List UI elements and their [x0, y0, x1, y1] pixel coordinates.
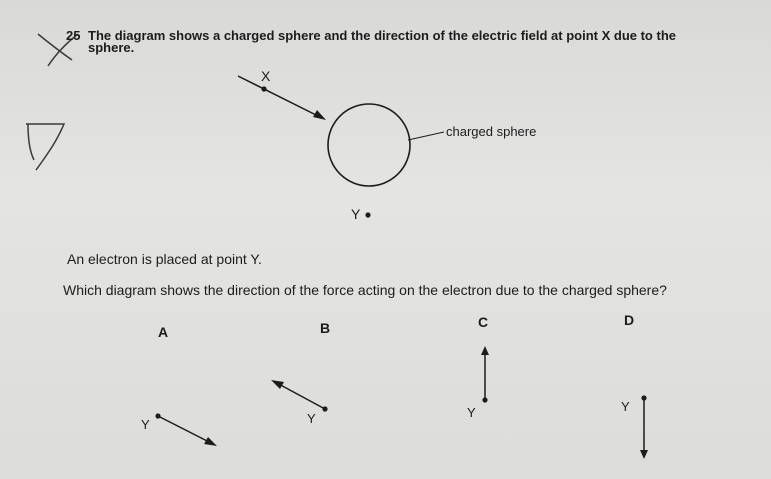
- option-a-point-label: Y: [141, 417, 150, 432]
- question-text-line2: sphere.: [88, 40, 135, 55]
- sphere-label-leader: [408, 132, 444, 140]
- point-x-label: X: [261, 68, 271, 84]
- prompt-text: Which diagram shows the direction of the force acting on the electron due to the charged sphere?: [63, 282, 667, 298]
- option-a-letter: A: [158, 324, 169, 340]
- question-text-line1: The diagram shows a charged sphere and the direction of the electric field at point X due to the: [88, 28, 676, 43]
- option-b-arrow: [275, 382, 325, 409]
- option-a-arrowhead: [204, 437, 217, 446]
- option-d-letter: D: [624, 312, 635, 328]
- field-line: [238, 76, 322, 118]
- field-arrowhead: [313, 110, 326, 120]
- point-y-label: Y: [351, 206, 361, 222]
- option-c-letter: C: [478, 314, 489, 330]
- charged-sphere: [328, 104, 410, 186]
- option-b-point-label: Y: [307, 411, 316, 426]
- option-c-arrowhead: [481, 346, 489, 355]
- option-d-arrowhead: [640, 450, 648, 459]
- statement-text: An electron is placed at point Y.: [67, 251, 262, 267]
- option-d-point-label: Y: [621, 399, 630, 414]
- sphere-label: charged sphere: [446, 124, 537, 139]
- option-b-arrowhead: [271, 380, 284, 389]
- question-number: 25: [66, 28, 81, 43]
- option-c-point-label: Y: [467, 405, 476, 420]
- option-b-letter: B: [320, 320, 331, 336]
- point-y-dot: [365, 212, 370, 217]
- option-a-arrow: [158, 416, 213, 444]
- point-x-dot: [261, 86, 266, 91]
